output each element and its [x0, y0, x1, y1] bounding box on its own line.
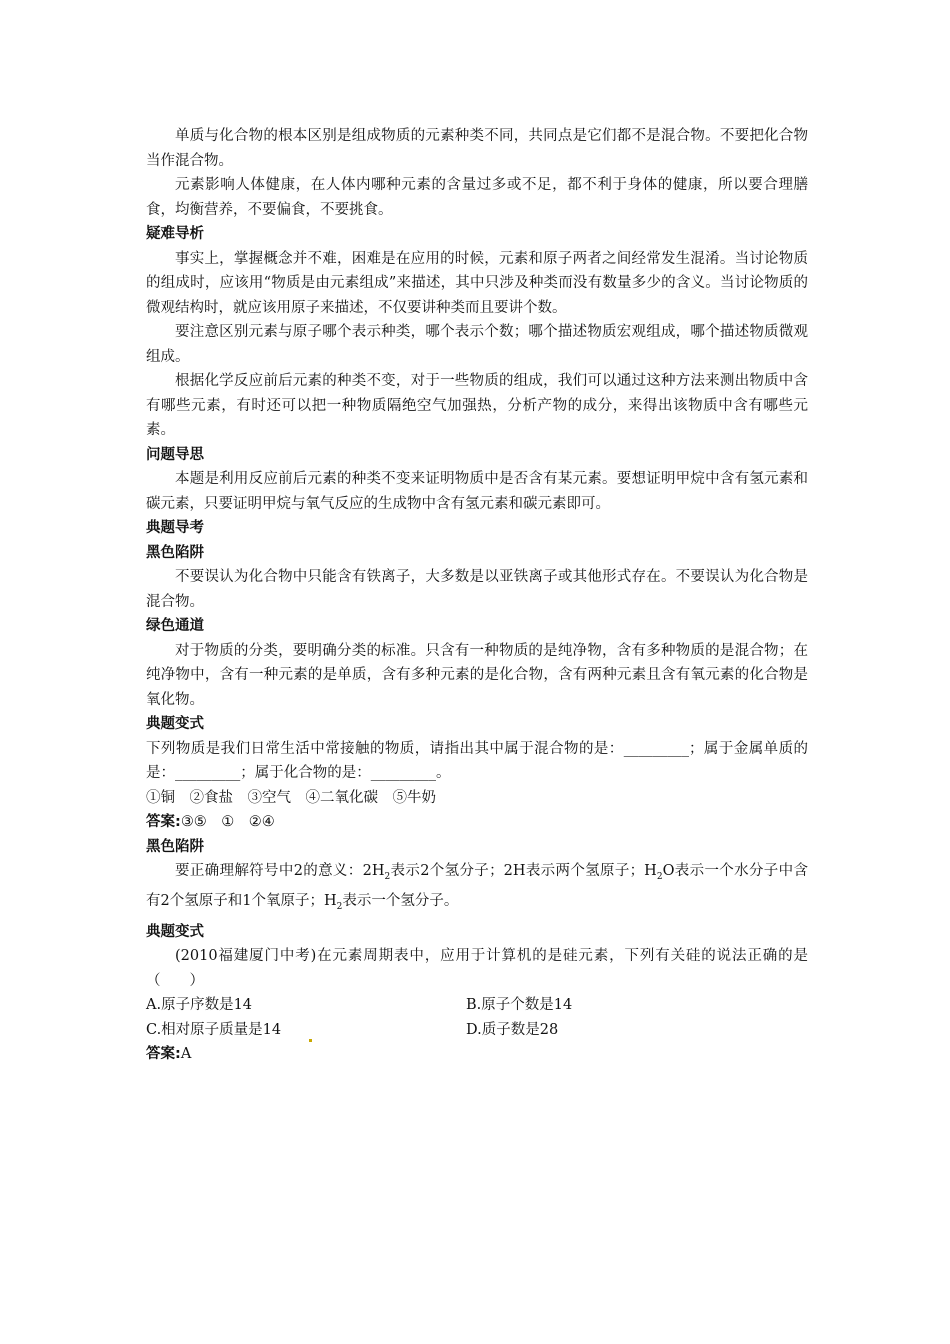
- option-c-wrap: [146, 1018, 466, 1043]
- answer-label: 答案:: [146, 814, 181, 830]
- options-row-1: [146, 993, 808, 1018]
- formula-paragraph: 要正确理解符号中2的意义：$2H_2$表示2个氢分子；2H表示两个氢原子；$H_2O$表示一个水分子中含有2个氢原子和1个氧原子；$H_2$表示一个氢分子。: [146, 863, 808, 913]
- option-d: D.质子数是28: [466, 1021, 559, 1038]
- section-paragraph: 要注意区别元素与原子哪个表示种类，哪个表示个数；哪个描述物质宏观组成，哪个描述物质微观组成。: [146, 324, 808, 365]
- question-text: (2010福建厦门中考)在元素周期表中，应用于计算机的是硅元素，下列有关硅的说法正确的是（ ）: [146, 948, 808, 989]
- section-paragraph: 根据化学反应前后元素的种类不变，对于一些物质的组成，我们可以通过这种方法来测出物质中含有哪些元素，有时还可以把一种物质隔绝空气加强热，分析产物的成分，来得出该物质中含有哪些元素。: [146, 373, 808, 438]
- section-paragraph: 事实上，掌握概念并不难，困难是在应用的时候，元素和原子两者之间经常发生混淆。当讨论物质的组成时，应该用“物质是由元素组成”来描述，其中只涉及种类而没有数量多少的含义。当讨论物质的微观结构时，就应该用原子来描述，不仅要讲种类而且要讲个数。: [146, 250, 808, 316]
- section-heading-diantidaokao: 典题导考: [146, 520, 204, 536]
- answer-value: ③⑤ ① ②④: [180, 814, 275, 830]
- answer-label: 答案:: [146, 1046, 181, 1063]
- answer-line: [146, 810, 808, 835]
- section-paragraph: 本题是利用反应前后元素的种类不变来证明物质中是否含有某元素。要想证明甲烷中含有氢元素和碳元素，只要证明甲烷与氧气反应的生成物中含有氢元素和碳元素即可。: [146, 471, 808, 512]
- section-heading-bianshi-2: 典题变式: [146, 923, 204, 940]
- stray-mark-icon: [309, 1039, 312, 1042]
- question-text: 下列物质是我们日常生活中常接触的物质，请指出其中属于混合物的是：_________；属于金属单质的是：_________；属于化合物的是：_________。: [146, 740, 808, 781]
- section-heading-lvse: 绿色通道: [146, 618, 204, 634]
- answer-line: [146, 1042, 808, 1067]
- intro-paragraph-2: 元素影响人体健康，在人体内哪种元素的含量过多或不足，都不利于身体的健康，所以要合理膳食，均衡营养，不要偏食，不要挑食。: [146, 177, 808, 218]
- section-heading-wenti: 问题导思: [146, 446, 204, 463]
- option-a: A.原子序数是14: [146, 997, 253, 1014]
- section-heading-bianshi-1: 典题变式: [146, 716, 204, 732]
- section-heading-heise-2: 黑色陷阱: [146, 838, 204, 855]
- option-b: B.原子个数是14: [466, 997, 573, 1014]
- section-paragraph: 对于物质的分类，要明确分类的标准。只含有一种物质的是纯净物，含有多种物质的是混合物；在纯净物中，含有一种元素的是单质，含有多种元素的是化合物，含有两种元素且含有氧元素的化合物是氧化物。: [146, 642, 808, 708]
- section-heading-yinan: 疑难导析: [146, 226, 204, 242]
- document-page: [146, 124, 808, 1067]
- section-heading-heise-1: 黑色陷阱: [146, 544, 204, 561]
- question-options: ①铜 ②食盐 ③空气 ④二氧化碳 ⑤牛奶: [146, 789, 436, 806]
- options-row-2: [146, 1018, 808, 1043]
- answer-value: A: [180, 1046, 192, 1063]
- intro-paragraph-1: 单质与化合物的根本区别是组成物质的元素种类不同，共同点是它们都不是混合物。不要把化合物当作混合物。: [146, 128, 808, 169]
- section-paragraph: 不要误认为化合物中只能含有铁离子，大多数是以亚铁离子或其他形式存在。不要误认为化合物是混合物。: [146, 569, 808, 610]
- option-c: C.相对原子质量是14: [146, 1021, 282, 1038]
